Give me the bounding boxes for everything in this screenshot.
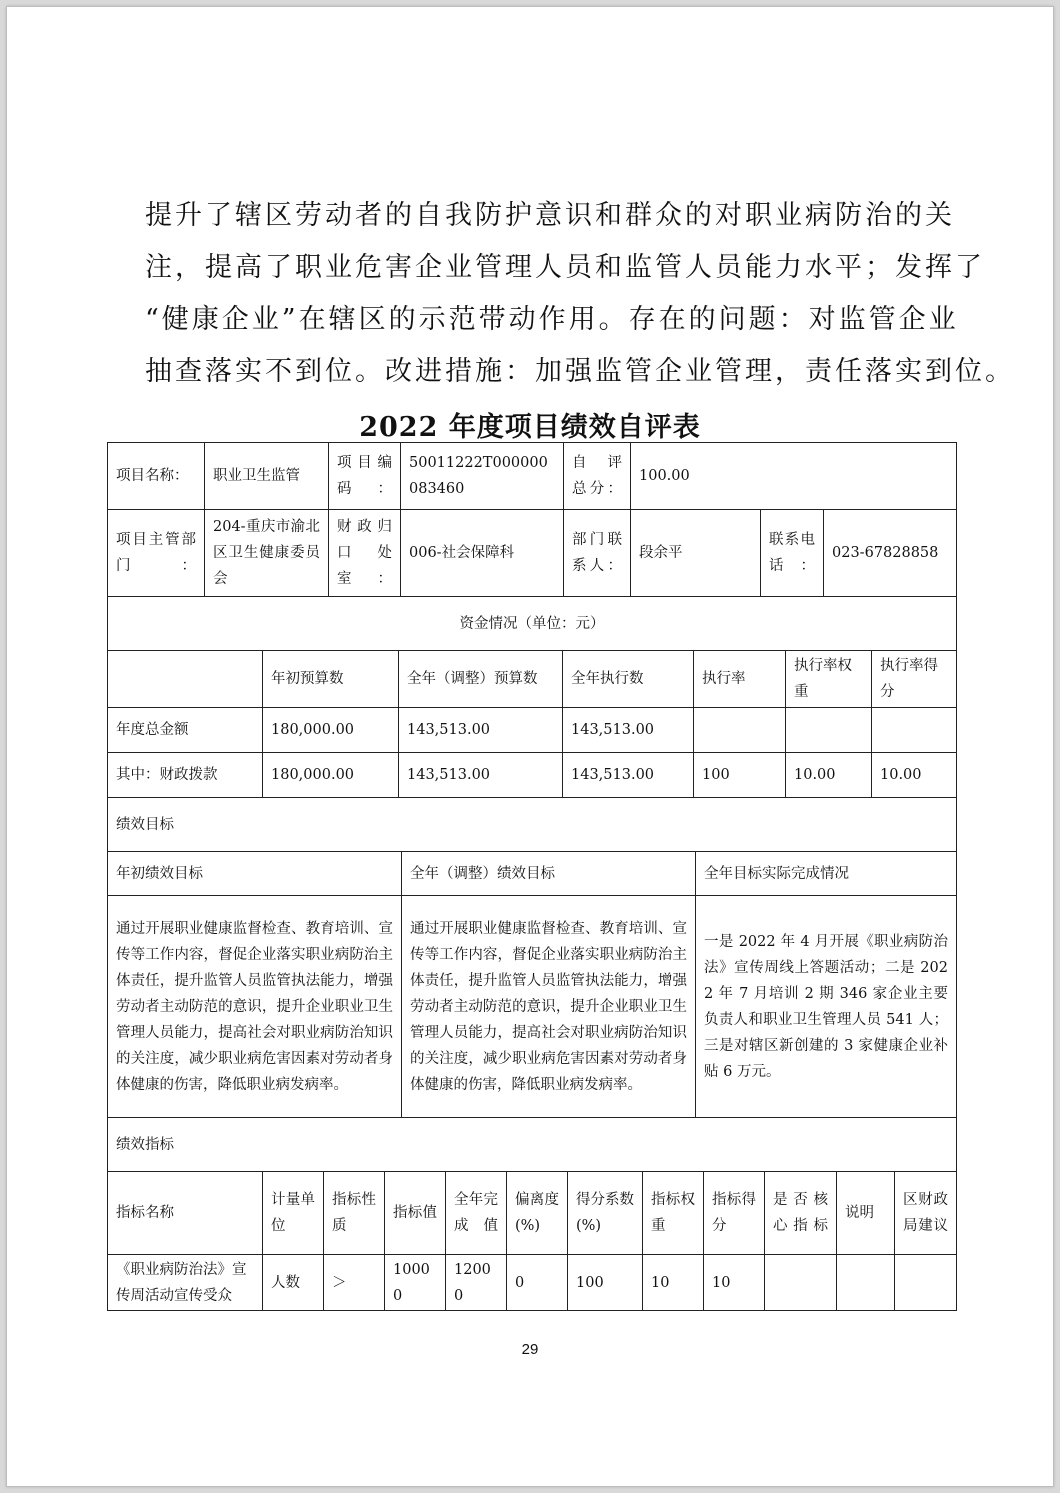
funds-header-cell: 执行率权重 [786, 651, 872, 708]
funds-heading: 资金情况（单位：元） [108, 597, 957, 651]
indicator-cell: 0 [507, 1255, 568, 1311]
indicator-header-cell: 全年完成值 [446, 1172, 507, 1255]
indicator-cell [837, 1255, 895, 1311]
funds-cell: 143,513.00 [399, 708, 563, 753]
paragraph-line: 抽查落实不到位。改进措施：加强监管企业管理，责任落实到位。 [145, 356, 1015, 387]
funds-cell: 180,000.00 [263, 708, 399, 753]
finance-office-value: 006-社会保障科 [401, 510, 564, 597]
funds-header-cell: 全年（调整）预算数 [399, 651, 563, 708]
table-title: 2022 年度项目绩效自评表 [359, 412, 701, 443]
self-score-value: 100.00 [631, 443, 957, 510]
page-number: 29 [521, 1341, 539, 1358]
dept-label: 项目主管部门： [108, 510, 205, 597]
funds-cell [786, 708, 872, 753]
project-name-label: 项目名称： [108, 443, 205, 510]
project-info-table [107, 442, 957, 597]
indicator-header-cell: 计量单位 [263, 1172, 324, 1255]
paragraph-line: “健康企业”在辖区的示范带动作用。存在的问题：对监管企业 [145, 304, 959, 335]
indicator-header-cell: 指标性质 [324, 1172, 385, 1255]
adjusted-goal-header: 全年（调整）绩效目标 [402, 852, 696, 896]
indicator-header-cell: 指标权重 [643, 1172, 704, 1255]
actual-completion-text: 一是 2022 年 4 月开展《职业病防治法》宣传周线上答题活动；二是 2022 年 7 月培训 2 期 346 家企业主要负责人和职业卫生管理人员 541 人；三是对辖区新创建的 3 家健康企业补贴 6 万元。 [696, 896, 957, 1118]
body-paragraph [145, 190, 1015, 398]
funds-cell [694, 708, 786, 753]
self-score-label: 自 评 总分： [564, 443, 631, 510]
indicator-header-cell: 指标得分 [704, 1172, 765, 1255]
indicator-header-cell: 说明 [837, 1172, 895, 1255]
funds-header-cell: 全年执行数 [563, 651, 694, 708]
table-row [108, 1255, 957, 1311]
indicator-header-cell: 得分系数(%) [568, 1172, 643, 1255]
contact-phone-value: 023-67828858 [824, 510, 957, 597]
indicator-cell: 100 [568, 1255, 643, 1311]
project-code-value: 50011222T000000083460 [401, 443, 564, 510]
funds-header-cell: 执行率 [694, 651, 786, 708]
document-page [6, 6, 1054, 1487]
project-name-value: 职业卫生监管 [205, 443, 329, 510]
indicators-heading: 绩效指标 [108, 1118, 957, 1172]
funds-cell: 100 [694, 753, 786, 798]
indicator-header-cell: 区财政局建议 [895, 1172, 957, 1255]
project-code-label: 项目编码： [329, 443, 401, 510]
indicator-cell [765, 1255, 837, 1311]
indicator-cell: 10000 [385, 1255, 446, 1311]
finance-office-label: 财政归口处室： [329, 510, 401, 597]
funds-cell: 10.00 [872, 753, 957, 798]
indicator-header-cell: 偏离度(%) [507, 1172, 568, 1255]
funds-cell: 180,000.00 [263, 753, 399, 798]
indicator-header-cell: 指标名称 [108, 1172, 263, 1255]
funds-header-cell: 年初预算数 [263, 651, 399, 708]
funds-cell: 其中：财政拨款 [108, 753, 263, 798]
indicator-header-cell: 是否核心指标 [765, 1172, 837, 1255]
funds-cell: 年度总金额 [108, 708, 263, 753]
funds-cell: 10.00 [786, 753, 872, 798]
initial-goal-text: 通过开展职业健康监督检查、教育培训、宣传等工作内容，督促企业落实职业病防治主体责任，提升监管人员监管执法能力，增强劳动者主动防范的意识，提升企业职业卫生管理人员能力，提高社会对职业病防治知识的关注度，减少职业病危害因素对劳动者身体健康的伤害，降低职业病发病率。 [108, 896, 402, 1118]
indicator-header-cell: 指标值 [385, 1172, 446, 1255]
funds-cell: 143,513.00 [563, 708, 694, 753]
indicator-cell: 12000 [446, 1255, 507, 1311]
paragraph-line: 注，提高了职业危害企业管理人员和监管人员能力水平；发挥了 [145, 252, 985, 283]
paragraph-line: 提升了辖区劳动者的自我防护意识和群众的对职业病防治的关 [145, 200, 955, 231]
contact-phone-label: 联系电话： [761, 510, 824, 597]
contact-person-label: 部门联系人： [564, 510, 631, 597]
funds-header-cell: 执行率得分 [872, 651, 957, 708]
indicator-cell: 10 [643, 1255, 704, 1311]
indicator-cell: 人数 [263, 1255, 324, 1311]
goals-heading: 绩效目标 [108, 798, 957, 852]
actual-completion-header: 全年目标实际完成情况 [696, 852, 957, 896]
indicator-cell: 10 [704, 1255, 765, 1311]
indicator-cell: ＞ [324, 1255, 385, 1311]
funds-table [107, 596, 957, 798]
indicator-cell [895, 1255, 957, 1311]
contact-person-value: 段余平 [631, 510, 761, 597]
dept-value: 204-重庆市渝北区卫生健康委员会 [205, 510, 329, 597]
indicators-table [107, 1117, 957, 1311]
table-row [108, 753, 957, 798]
adjusted-goal-text: 通过开展职业健康监督检查、教育培训、宣传等工作内容，督促企业落实职业病防治主体责任，提升监管人员监管执法能力，增强劳动者主动防范的意识，提升企业职业卫生管理人员能力，提高社会对职业病防治知识的关注度，减少职业病危害因素对劳动者身体健康的伤害，降低职业病发病率。 [402, 896, 696, 1118]
table-row [108, 708, 957, 753]
funds-cell [872, 708, 957, 753]
goals-table [107, 797, 957, 1118]
funds-header-cell [108, 651, 263, 708]
initial-goal-header: 年初绩效目标 [108, 852, 402, 896]
funds-cell: 143,513.00 [563, 753, 694, 798]
indicator-cell: 《职业病防治法》宣传周活动宣传受众 [108, 1255, 263, 1311]
funds-cell: 143,513.00 [399, 753, 563, 798]
